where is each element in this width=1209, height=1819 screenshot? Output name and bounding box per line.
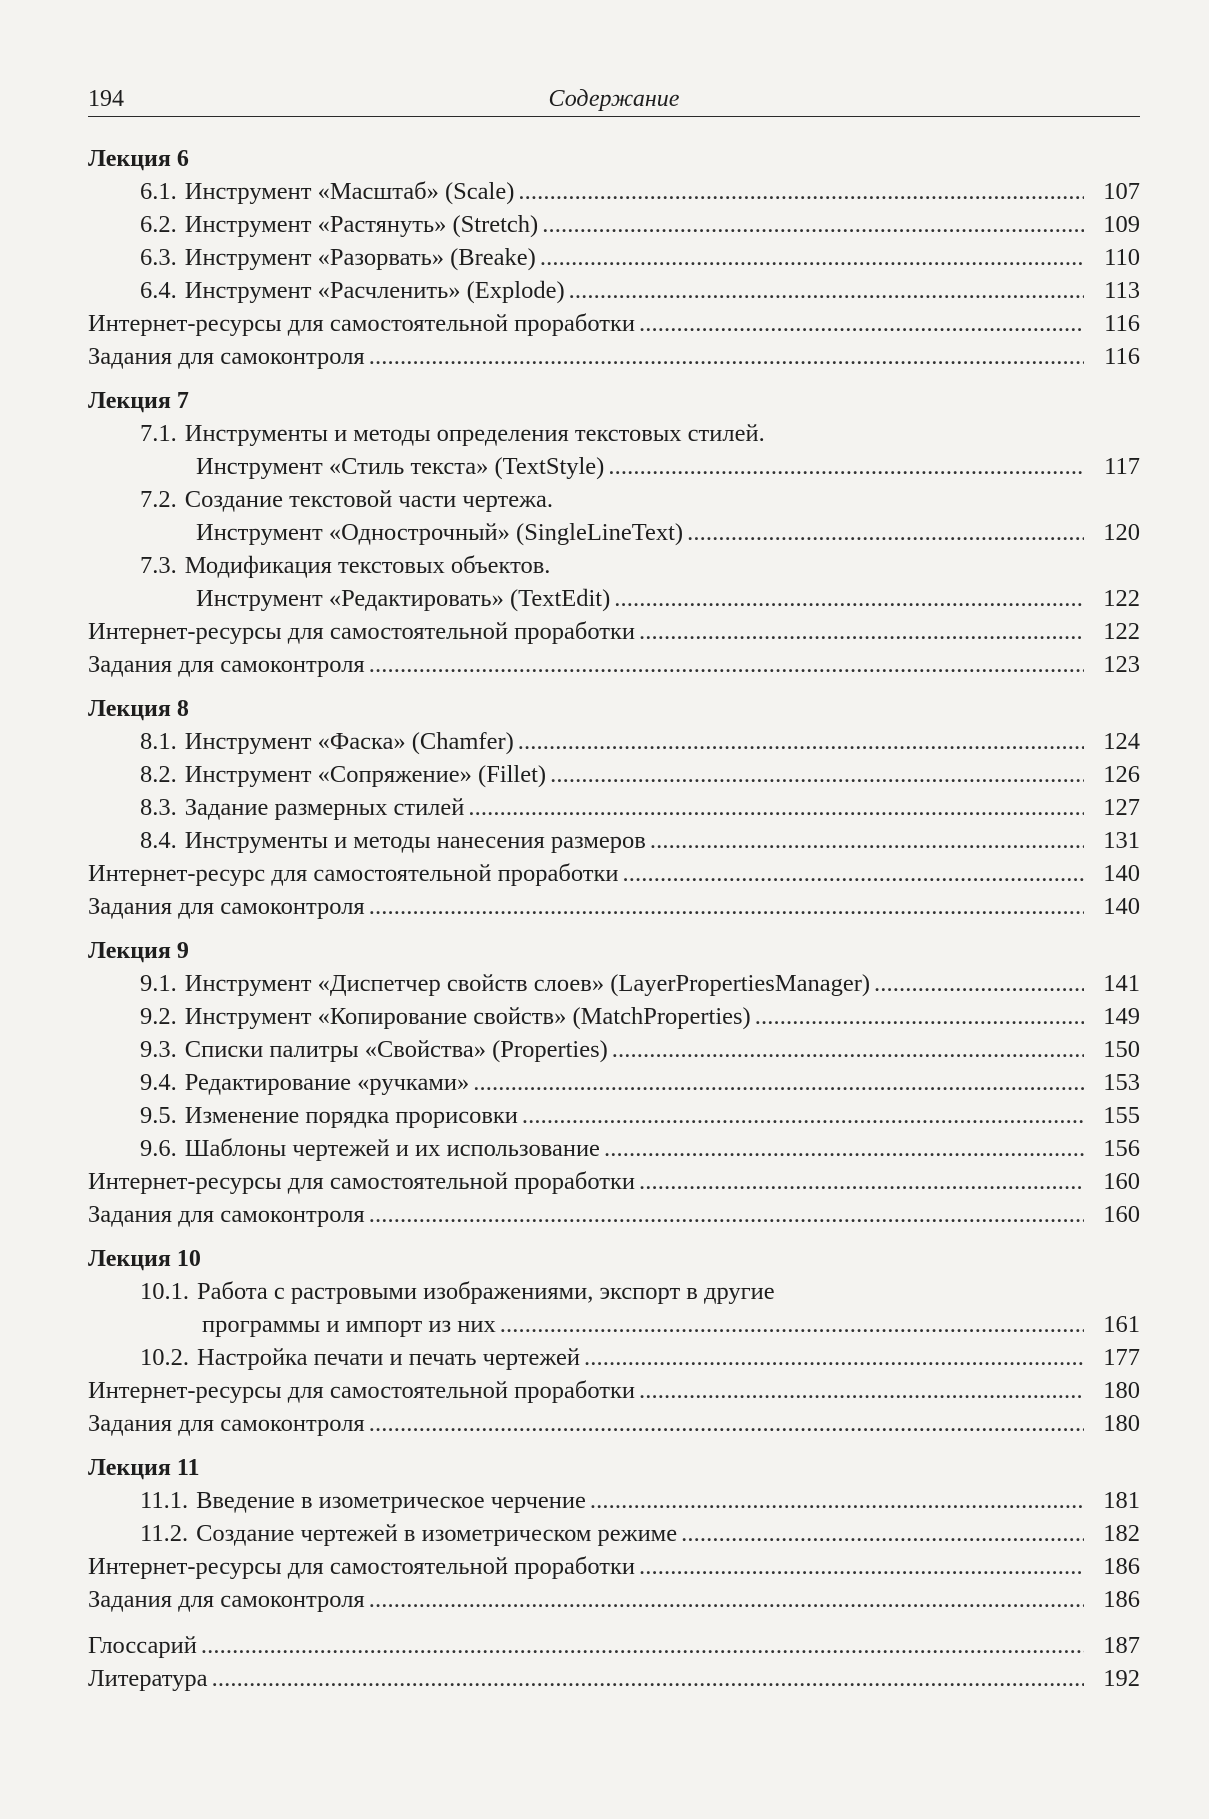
entry-page: 186 (1103, 1586, 1140, 1613)
entry-title: Инструмент «Сопряжение» (Fillet) (184, 761, 547, 788)
page-number: 194 (88, 86, 124, 112)
entry-number: 8.3. (140, 794, 177, 821)
dot-leader (687, 516, 1084, 549)
entry-number: 11.1. (140, 1487, 189, 1514)
entry-number: 7.3. (140, 552, 177, 579)
dot-leader (590, 1484, 1084, 1517)
lecture-title: Лекция 10 (88, 1246, 201, 1272)
entry-number: 9.1. (140, 970, 177, 997)
toc-entry[interactable] (88, 241, 1140, 274)
entry-title: Настройка печати и печать чертежей (197, 1344, 580, 1371)
entry-title: Изменение порядка прорисовки (184, 1102, 518, 1129)
dot-leader (369, 340, 1084, 373)
toc-entry-tasks[interactable] (88, 1583, 1140, 1616)
toc-entry-tasks[interactable] (88, 1407, 1140, 1440)
entry-page: 149 (1103, 1003, 1140, 1030)
toc-entry[interactable] (88, 791, 1140, 824)
entry-title: Литература (88, 1665, 208, 1692)
lecture-section (88, 1244, 1140, 1440)
dot-leader (369, 648, 1084, 681)
dot-leader (650, 824, 1084, 857)
dot-leader (369, 1407, 1084, 1440)
entry-title: Введение в изометрическое черчение (196, 1487, 586, 1514)
toc-entry[interactable] (88, 824, 1140, 857)
dot-leader (518, 725, 1084, 758)
entry-number: 9.3. (140, 1036, 177, 1063)
entry-page: 181 (1103, 1487, 1140, 1514)
entry-title: Интернет-ресурсы для самостоятельной проработки (88, 1377, 635, 1404)
entry-page: 182 (1103, 1520, 1140, 1547)
toc-entry[interactable] (88, 967, 1140, 1000)
entry-title: Списки палитры «Свойства» (Properties) (184, 1036, 608, 1063)
entry-page: 116 (1104, 343, 1140, 370)
dot-leader (369, 1583, 1084, 1616)
toc-entry[interactable] (88, 274, 1140, 307)
entry-page: 177 (1103, 1344, 1140, 1371)
entry-page: 141 (1103, 970, 1140, 997)
table-of-contents (88, 144, 1140, 1708)
entry-title: Интернет-ресурс для самостоятельной проработки (88, 860, 619, 887)
dot-leader (639, 307, 1084, 340)
dot-leader (212, 1662, 1084, 1695)
toc-entry-resources[interactable] (88, 1550, 1140, 1583)
entry-title: Задания для самоконтроля (88, 343, 365, 370)
entry-number: 9.2. (140, 1003, 177, 1030)
entry-title: Инструмент «Разорвать» (Breake) (184, 244, 536, 271)
toc-entry[interactable] (88, 175, 1140, 208)
lecture-title: Лекция 6 (88, 146, 189, 172)
toc-entry[interactable] (88, 417, 1140, 483)
entry-page: 123 (1103, 651, 1140, 678)
toc-entry[interactable] (88, 208, 1140, 241)
entry-number: 8.2. (140, 761, 177, 788)
entry-title: Инструмент «Масштаб» (Scale) (184, 178, 515, 205)
entry-title-line1: Инструменты и методы определения текстовых стилей. (184, 420, 765, 447)
dot-leader (681, 1517, 1084, 1550)
dot-leader (369, 890, 1084, 923)
dot-leader (473, 1066, 1084, 1099)
toc-entry[interactable] (88, 1275, 1140, 1341)
entry-title: Инструмент «Расчленить» (Explode) (184, 277, 565, 304)
entry-title: Инструмент «Фаска» (Chamfer) (184, 728, 514, 755)
entry-page: 186 (1103, 1553, 1140, 1580)
entry-page: 187 (1103, 1632, 1140, 1659)
entry-page: 109 (1103, 211, 1140, 238)
entry-page: 156 (1103, 1135, 1140, 1162)
entry-page: 180 (1103, 1410, 1140, 1437)
lecture-title: Лекция 9 (88, 938, 189, 964)
entry-title-line1: Модификация текстовых объектов. (184, 552, 551, 579)
dot-leader (468, 791, 1084, 824)
entry-title: Интернет-ресурсы для самостоятельной проработки (88, 1553, 635, 1580)
toc-entry[interactable] (88, 549, 1140, 615)
toc-entry[interactable] (88, 1517, 1140, 1550)
entry-page: 161 (1103, 1311, 1140, 1338)
dot-leader (500, 1308, 1084, 1341)
entry-number: 6.3. (140, 244, 177, 271)
entry-page: 124 (1103, 728, 1140, 755)
entry-title: Инструмент «Копирование свойств» (MatchProperties) (184, 1003, 751, 1030)
dot-leader (369, 1198, 1084, 1231)
entry-title: Задания для самоконтроля (88, 1410, 365, 1437)
entry-title: Глоссарий (88, 1632, 197, 1659)
entry-page: 150 (1103, 1036, 1140, 1063)
dot-leader (584, 1341, 1084, 1374)
entry-page: 153 (1103, 1069, 1140, 1096)
lecture-section (88, 936, 1140, 1231)
toc-entry-resources[interactable] (88, 1165, 1140, 1198)
toc-entry-tasks[interactable] (88, 890, 1140, 923)
entry-page: 131 (1103, 827, 1140, 854)
entry-title: Шаблоны чертежей и их использование (184, 1135, 600, 1162)
entry-page: 160 (1103, 1168, 1140, 1195)
lecture-section (88, 386, 1140, 681)
toc-entry[interactable] (88, 483, 1140, 549)
entry-page: 160 (1103, 1201, 1140, 1228)
dot-leader (542, 208, 1084, 241)
dot-leader (874, 967, 1084, 1000)
entry-page: 122 (1103, 618, 1140, 645)
entry-title-line2: программы и импорт из них (202, 1311, 496, 1338)
toc-entry[interactable] (88, 1099, 1140, 1132)
entry-page: 122 (1103, 585, 1140, 612)
entry-title: Задания для самоконтроля (88, 893, 365, 920)
entry-page: 120 (1103, 519, 1140, 546)
lecture-section (88, 694, 1140, 923)
dot-leader (201, 1629, 1084, 1662)
dot-leader (550, 758, 1084, 791)
entry-number: 11.2. (140, 1520, 189, 1547)
dot-leader (639, 1550, 1084, 1583)
entry-page: 107 (1103, 178, 1140, 205)
dot-leader (639, 615, 1084, 648)
toc-entry-resources[interactable] (88, 615, 1140, 648)
entry-title: Интернет-ресурсы для самостоятельной проработки (88, 310, 635, 337)
back-matter (88, 1629, 1140, 1695)
toc-entry-resources[interactable] (88, 857, 1140, 890)
entry-page: 155 (1103, 1102, 1140, 1129)
toc-entry-resources[interactable] (88, 307, 1140, 340)
entry-title-line1: Создание текстовой части чертежа. (184, 486, 554, 513)
entry-number: 6.2. (140, 211, 177, 238)
entry-page: 117 (1104, 453, 1140, 480)
lecture-title: Лекция 7 (88, 388, 189, 414)
dot-leader (522, 1099, 1084, 1132)
dot-leader (755, 1000, 1084, 1033)
dot-leader (540, 241, 1084, 274)
entry-page: 140 (1103, 893, 1140, 920)
toc-entry[interactable] (88, 1066, 1140, 1099)
entry-title: Задания для самоконтроля (88, 1201, 365, 1228)
entry-title: Инструменты и методы нанесения размеров (184, 827, 646, 854)
entry-page: 127 (1103, 794, 1140, 821)
entry-number: 8.1. (140, 728, 177, 755)
entry-number: 6.1. (140, 178, 177, 205)
lecture-title: Лекция 8 (88, 696, 189, 722)
entry-page: 110 (1104, 244, 1140, 271)
entry-number: 7.2. (140, 486, 177, 513)
entry-number: 10.1. (140, 1278, 189, 1305)
toc-entry-resources[interactable] (88, 1374, 1140, 1407)
toc-entry-tasks[interactable] (88, 1198, 1140, 1231)
toc-entry-tasks[interactable] (88, 648, 1140, 681)
dot-leader (518, 175, 1084, 208)
toc-entry[interactable] (88, 1033, 1140, 1066)
entry-number: 7.1. (140, 420, 177, 447)
entry-number: 9.6. (140, 1135, 177, 1162)
running-title: Содержание (548, 86, 680, 112)
toc-entry[interactable] (88, 725, 1140, 758)
entry-title-line2: Инструмент «Редактировать» (TextEdit) (196, 585, 611, 612)
dot-leader (614, 582, 1084, 615)
entry-page: 126 (1103, 761, 1140, 788)
toc-entry-glossary[interactable] (88, 1629, 1140, 1662)
dot-leader (569, 274, 1084, 307)
entry-title: Задание размерных стилей (184, 794, 465, 821)
dot-leader (604, 1132, 1084, 1165)
lecture-title: Лекция 11 (88, 1455, 200, 1481)
dot-leader (639, 1165, 1084, 1198)
toc-entry[interactable] (88, 1484, 1140, 1517)
entry-title: Редактирование «ручками» (184, 1069, 470, 1096)
entry-title: Интернет-ресурсы для самостоятельной проработки (88, 618, 635, 645)
entry-title: Задания для самоконтроля (88, 651, 365, 678)
entry-number: 9.4. (140, 1069, 177, 1096)
entry-page: 180 (1103, 1377, 1140, 1404)
entry-number: 6.4. (140, 277, 177, 304)
entry-page: 113 (1104, 277, 1140, 304)
entry-title: Инструмент «Диспетчер свойств слоев» (LayerPropertiesManager) (184, 970, 871, 997)
entry-title: Задания для самоконтроля (88, 1586, 365, 1613)
entry-page: 192 (1103, 1665, 1140, 1692)
toc-entry[interactable] (88, 1000, 1140, 1033)
entry-title: Инструмент «Растянуть» (Stretch) (184, 211, 539, 238)
dot-leader (612, 1033, 1084, 1066)
page-header (88, 84, 1140, 117)
toc-entry[interactable] (88, 758, 1140, 791)
entry-page: 116 (1104, 310, 1140, 337)
dot-leader (623, 857, 1084, 890)
toc-entry-tasks[interactable] (88, 340, 1140, 373)
entry-title-line2: Инструмент «Стиль текста» (TextStyle) (196, 453, 605, 480)
entry-number: 10.2. (140, 1344, 189, 1371)
entry-title-line1: Работа с растровыми изображениями, экспорт в другие (197, 1278, 775, 1305)
entry-number: 8.4. (140, 827, 177, 854)
entry-number: 9.5. (140, 1102, 177, 1129)
entry-title: Создание чертежей в изометрическом режиме (196, 1520, 678, 1547)
toc-entry[interactable] (88, 1341, 1140, 1374)
dot-leader (639, 1374, 1084, 1407)
entry-title-line2: Инструмент «Однострочный» (SingleLineText) (196, 519, 684, 546)
toc-entry-literature[interactable] (88, 1662, 1140, 1695)
entry-title: Интернет-ресурсы для самостоятельной проработки (88, 1168, 635, 1195)
entry-page: 140 (1103, 860, 1140, 887)
dot-leader (608, 450, 1084, 483)
lecture-section (88, 1453, 1140, 1616)
toc-entry[interactable] (88, 1132, 1140, 1165)
lecture-section (88, 144, 1140, 373)
